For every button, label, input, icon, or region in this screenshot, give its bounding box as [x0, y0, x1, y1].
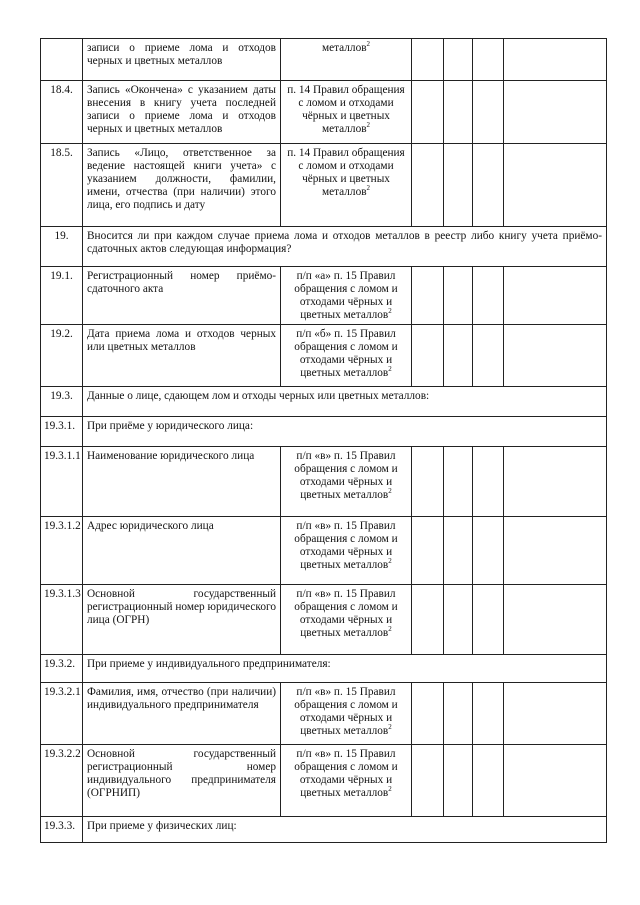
footnote-mark: 2 — [366, 184, 371, 193]
section-heading: При приёме у юридического лица: — [83, 417, 607, 447]
table-row — [41, 817, 607, 843]
footnote-mark: 2 — [388, 723, 392, 732]
table-row — [41, 745, 607, 817]
note-cell[interactable] — [504, 745, 607, 817]
legal-reference — [281, 585, 412, 655]
answer-no-cell[interactable] — [444, 144, 473, 227]
footnote-mark: 2 — [366, 40, 371, 49]
answer-no-cell[interactable] — [444, 517, 473, 585]
row-number: 19.3.1.2 — [41, 517, 83, 585]
answer-yes-cell[interactable] — [412, 745, 444, 817]
requirement-text: Наименование юридического лица — [83, 447, 281, 517]
table-row — [41, 144, 607, 227]
answer-no-cell[interactable] — [444, 745, 473, 817]
note-cell[interactable] — [504, 325, 607, 387]
table-row — [41, 325, 607, 387]
note-cell[interactable] — [504, 447, 607, 517]
row-number: 19.3. — [41, 387, 83, 417]
requirement-text: Запись «Лицо, ответственное за ведение настоящей книги учета» с указанием должности, фамилии, имени, отчества (при наличии) этого лица, его подпись и дату — [83, 144, 281, 227]
answer-yes-cell[interactable] — [412, 517, 444, 585]
section-heading: Данные о лице, сдающем лом и отходы черных или цветных металлов: — [83, 387, 607, 417]
answer-no-cell[interactable] — [444, 683, 473, 745]
footnote-mark: 2 — [388, 307, 392, 316]
legal-reference-text: п/п «б» п. 15 Правил обращения с ломом и отходами чёрных и цветных металлов — [294, 328, 398, 379]
checklist-table — [40, 38, 607, 843]
row-number: 19.3.2.1 — [41, 683, 83, 745]
requirement-text: Основной государственный регистрационный номер юридического лица (ОГРН) — [83, 585, 281, 655]
table-row — [41, 585, 607, 655]
table-row — [41, 417, 607, 447]
table-row — [41, 81, 607, 144]
footnote-mark: 2 — [388, 785, 392, 794]
note-cell[interactable] — [504, 39, 607, 81]
row-number: 19.3.1. — [41, 417, 83, 447]
note-cell[interactable] — [504, 267, 607, 325]
section-heading: При приеме у физических лиц: — [83, 817, 607, 843]
requirement-text: Адрес юридического лица — [83, 517, 281, 585]
row-number: 19. — [41, 227, 83, 267]
checklist-body — [41, 39, 607, 843]
footnote-mark: 2 — [388, 487, 392, 496]
table-row — [41, 267, 607, 325]
footnote-mark: 2 — [388, 557, 392, 566]
not-applicable-cell[interactable] — [473, 447, 504, 517]
not-applicable-cell[interactable] — [473, 144, 504, 227]
answer-yes-cell[interactable] — [412, 144, 444, 227]
legal-reference — [281, 745, 412, 817]
answer-no-cell[interactable] — [444, 585, 473, 655]
not-applicable-cell[interactable] — [473, 585, 504, 655]
legal-reference — [281, 517, 412, 585]
legal-reference-text: п/п «в» п. 15 Правил обращения с ломом и отходами чёрных и цветных металлов — [294, 450, 398, 501]
not-applicable-cell[interactable] — [473, 745, 504, 817]
requirement-text: Регистрационный номер приёмо-сдаточного акта — [83, 267, 281, 325]
legal-reference — [281, 267, 412, 325]
not-applicable-cell[interactable] — [473, 81, 504, 144]
footnote-mark: 2 — [366, 121, 371, 130]
legal-reference-text: п/п «в» п. 15 Правил обращения с ломом и отходами чёрных и цветных металлов — [294, 520, 398, 571]
legal-reference-text: п/п «а» п. 15 Правил обращения с ломом и отходами чёрных и цветных металлов — [294, 270, 398, 321]
answer-yes-cell[interactable] — [412, 585, 444, 655]
legal-reference — [281, 39, 412, 81]
note-cell[interactable] — [504, 81, 607, 144]
answer-no-cell[interactable] — [444, 39, 473, 81]
row-number: 19.3.3. — [41, 817, 83, 843]
answer-no-cell[interactable] — [444, 267, 473, 325]
not-applicable-cell[interactable] — [473, 325, 504, 387]
note-cell[interactable] — [504, 683, 607, 745]
footnote-mark: 2 — [388, 625, 392, 634]
legal-reference-text: п. 14 Правил обращения с ломом и отходами чёрных и цветных металлов — [287, 147, 405, 198]
row-number: 19.3.1.3 — [41, 585, 83, 655]
legal-reference-text: металлов — [321, 42, 367, 54]
table-row — [41, 447, 607, 517]
table-row — [41, 227, 607, 267]
legal-reference — [281, 447, 412, 517]
table-row — [41, 517, 607, 585]
answer-yes-cell[interactable] — [412, 683, 444, 745]
table-row — [41, 683, 607, 745]
note-cell[interactable] — [504, 517, 607, 585]
section-heading: Вносится ли при каждом случае приема лома и отходов металлов в реестр либо книгу учета приёмо-сдаточных актов следующая информация? — [83, 227, 607, 267]
answer-yes-cell[interactable] — [412, 39, 444, 81]
answer-no-cell[interactable] — [444, 81, 473, 144]
table-row — [41, 655, 607, 683]
note-cell[interactable] — [504, 585, 607, 655]
requirement-text: Дата приема лома и отходов черных или цветных металлов — [83, 325, 281, 387]
legal-reference-text: п. 14 Правил обращения с ломом и отходами чёрных и цветных металлов — [287, 84, 405, 135]
table-row — [41, 387, 607, 417]
not-applicable-cell[interactable] — [473, 517, 504, 585]
row-number: 18.4. — [41, 81, 83, 144]
section-heading: При приеме у индивидуального предпринимателя: — [83, 655, 607, 683]
legal-reference — [281, 81, 412, 144]
answer-yes-cell[interactable] — [412, 325, 444, 387]
legal-reference — [281, 683, 412, 745]
not-applicable-cell[interactable] — [473, 39, 504, 81]
answer-no-cell[interactable] — [444, 447, 473, 517]
legal-reference — [281, 144, 412, 227]
legal-reference — [281, 325, 412, 387]
footnote-mark: 2 — [388, 365, 392, 374]
row-number: 19.3.2.2 — [41, 745, 83, 817]
table-row — [41, 39, 607, 81]
legal-reference-text: п/п «в» п. 15 Правил обращения с ломом и отходами чёрных и цветных металлов — [294, 588, 398, 639]
row-number: 19.2. — [41, 325, 83, 387]
not-applicable-cell[interactable] — [473, 683, 504, 745]
requirement-text: записи о приеме лома и отходов черных и цветных металлов — [83, 39, 281, 81]
not-applicable-cell[interactable] — [473, 267, 504, 325]
row-number: 19.3.1.1 — [41, 447, 83, 517]
note-cell[interactable] — [504, 144, 607, 227]
answer-yes-cell[interactable] — [412, 267, 444, 325]
requirement-text: Фамилия, имя, отчество (при наличии) индивидуального предпринимателя — [83, 683, 281, 745]
requirement-text: Основной государственный регистрационный номер индивидуального предпринимателя (ОГРНИП) — [83, 745, 281, 817]
requirement-text: Запись «Окончена» с указанием даты внесения в книгу учета последней записи о приеме лома и отходов черных и цветных металлов — [83, 81, 281, 144]
row-number: 19.1. — [41, 267, 83, 325]
legal-reference-text: п/п «в» п. 15 Правил обращения с ломом и отходами чёрных и цветных металлов — [294, 748, 398, 799]
answer-yes-cell[interactable] — [412, 81, 444, 144]
row-number — [41, 39, 83, 81]
legal-reference-text: п/п «в» п. 15 Правил обращения с ломом и отходами чёрных и цветных металлов — [294, 686, 398, 737]
answer-no-cell[interactable] — [444, 325, 473, 387]
row-number: 18.5. — [41, 144, 83, 227]
answer-yes-cell[interactable] — [412, 447, 444, 517]
row-number: 19.3.2. — [41, 655, 83, 683]
